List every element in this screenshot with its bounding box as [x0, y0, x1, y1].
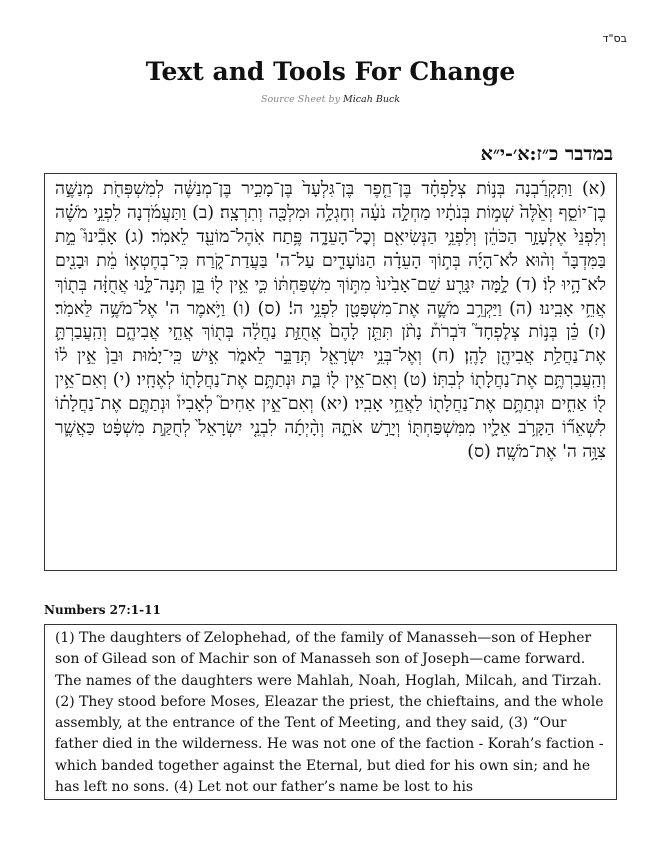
byline-prefix: Source Sheet by — [260, 94, 343, 105]
page-title: Text and Tools For Change — [145, 57, 516, 86]
english-text: (1) The daughters of Zelophehad, of the family of Manasseh—son of Hepher son of Gilead son of Machir son of Manasseh son of Joseph—came forward. The names of the daughters were Mahlah, Noah, Hoglah, Milcah, and Tirzah. (2) They stood before Moses, Eleazar the priest, the chieftains, and the whole assembly, at the entrance of the Tent of Meeting, and they said, (3) “Our father died in the wilderness. He was not one of the faction - Korah’s faction - which banded together against the Eternal, but died for his own sin; and he has left no sons. (4) Let not our father’s name be lost to his — [55, 630, 604, 796]
hebrew-text: (א) וַתִּקְרַ֜בְנָה בְּנ֣וֹת צְלָפְחָ֗ד בֶּן־חֵ֤פֶר בֶּן־גִּלְעָד֙ בֶּן־מָכִ֣יר בֶּן־מְנַשֶּׁ֔ה לְמִשְׁפְּחֹ֖ת מְנַשֶּׁ֣ה בֶן־יוֹסֵ֑ף וְאֵ֙לֶּה֙ שְׁמ֣וֹת בְּנֹתָ֔יו מַחְלָ֣ה נֹעָ֔ה וְחָגְלָ֥ה וּמִלְכָּ֖ה וְתִרְצָֽה׃ (ב) וַתַּעֲמֹ֜דְנָה לִפְנֵ֣י מֹשֶׁ֗ה וְלִפְנֵי֙ אֶלְעָזָ֣ר הַכֹּהֵ֔ן וְלִפְנֵ֥י הַנְּשִׂיאִ֖ם וְכׇל־הָעֵדָ֑ה פֶּ֥תַח אֹֽהֶל־מוֹעֵ֖ד לֵאמֹֽר׃ (ג) אָבִ֘ינוּ֮ מֵ֣ת בַּמִּדְבָּר֒ וְה֨וּא לֹא־הָיָ֜ה בְּת֣וֹךְ הָעֵדָ֗ה הַנּוֹעָדִ֛ים עַל־ה' בַּעֲדַת־קֹ֑רַח כִּֽי־בְחֶטְא֣וֹ מֵ֔ת וּבָנִ֖ים לֹא־הָ֥יוּ לֽוֹ׃ (ד) לָ֣מָּה יִגָּרַ֤ע שֵׁם־אָבִ֙ינוּ֙ מִתּ֣וֹךְ מִשְׁפַּחְתּ֔וֹ כִּ֛י אֵ֥ין ל֖וֹ בֵּ֑ן תְּנָה־לָּ֣נוּ אֲחֻזָּ֔ה בְּת֖וֹךְ אֲחֵ֥י אָבִֽינוּ׃ (ה) וַיַּקְרֵ֥ב מֹשֶׁ֛ה אֶת־מִשְׁפָּטָ֖ן לִפְנֵ֥י ה'׃ (ס) (ו) וַיֹּ֥אמֶר ה' אֶל־מֹשֶׁ֥ה לֵּאמֹֽר׃ (ז) כֵּ֗ן בְּנ֣וֹת צְלׇפְחָד֮ דֹּבְרֹת֒ נָתֹ֨ן תִּתֵּ֤ן לָהֶם֙ אֲחֻזַּ֣ת נַחֲלָ֔ה בְּת֖וֹךְ אֲחֵ֣י אֲבִיהֶ֑ם וְהַֽעֲבַרְתָּ֛ אֶת־נַחֲלַ֥ת אֲבִיהֶ֖ן לָהֶֽן׃ (ח) וְאֶל־בְּנֵ֥י יִשְׂרָאֵ֖ל תְּדַבֵּ֣ר לֵאמֹ֑ר אִ֣ישׁ כִּֽי־יָמ֗וּת וּבֵן֙ אֵ֣ין ל֔וֹ וְהַֽעֲבַרְתֶּ֥ם אֶת־נַחֲלָת֖וֹ לְבִתּֽוֹ׃ (ט) וְאִם־אֵ֥ין ל֖וֹ בַּ֑ת וּנְתַתֶּ֥ם אֶת־נַחֲלָת֖וֹ לְאֶחָֽיו׃ (י) וְאִם־אֵ֥ין ל֖וֹ אַחִ֑ים וּנְתַתֶּ֥ם אֶת־נַחֲלָת֖וֹ לַאֲחֵ֥י אָבִֽיו׃ (יא) וְאִם־אֵ֣ין אַחִים֮ לְאָבִיו֒ וּנְתַתֶּ֣ם אֶת־נַחֲלָת֗וֹ לִשְׁאֵר֞וֹ הַקָּרֹ֥ב אֵלָ֛יו מִמִּשְׁפַּחְתּ֖וֹ וְיָרַ֣שׁ אֹתָ֑הּ וְהָ֨יְתָ֜ה לִבְנֵ֤י יִשְׂרָאֵל֙ לְחֻקַּ֣ת מִשְׁפָּ֔ט כַּאֲשֶׁ֛ר צִוָּ֥ה ה' אֶת־מֹשֶֽׁה׃ (ס) — [55, 179, 606, 462]
english-citation[interactable]: Numbers 27:1-11 — [44, 603, 161, 617]
english-text-box — [44, 624, 617, 800]
hebrew-citation[interactable]: במדבר כ״ז:א׳-י״א — [480, 143, 613, 165]
byline-author[interactable]: Micah Buck — [342, 94, 401, 105]
bsd-header: בס"ד — [602, 32, 627, 45]
byline — [0, 94, 661, 105]
hebrew-text-box — [44, 173, 617, 571]
